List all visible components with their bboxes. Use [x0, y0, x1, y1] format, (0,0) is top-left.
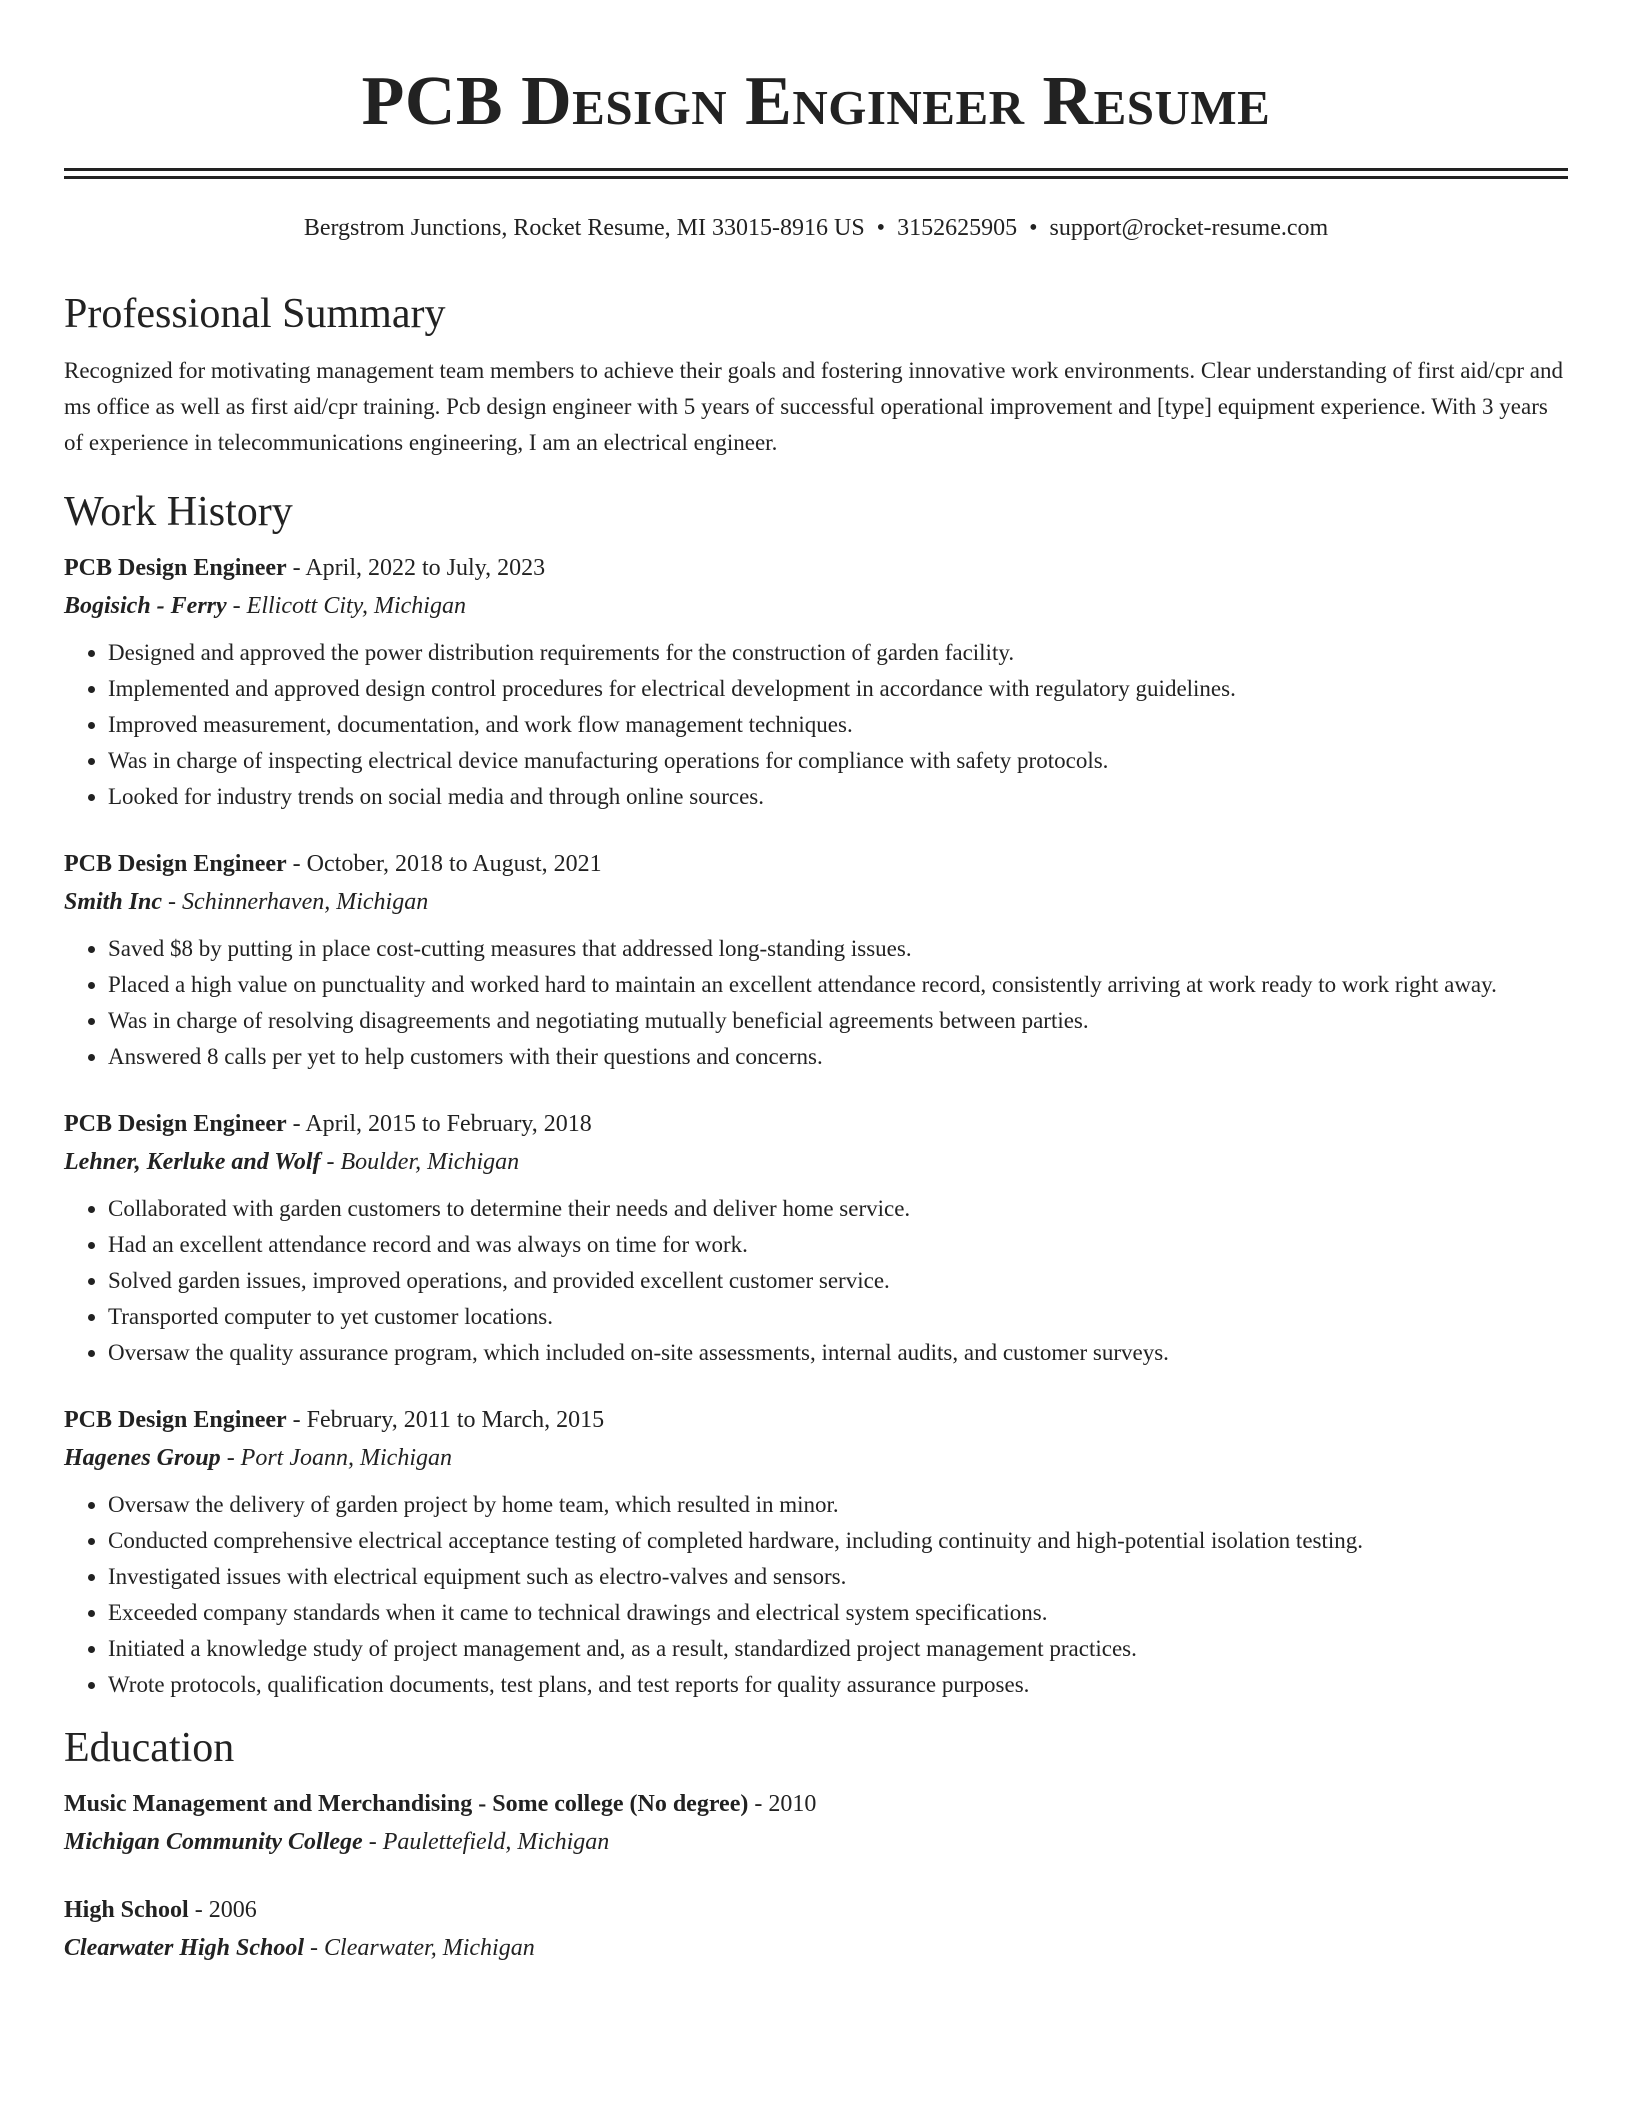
job-location: - Boulder, Michigan: [320, 1149, 520, 1175]
education-school: Michigan Community College: [64, 1829, 363, 1855]
education-entry: [64, 1785, 1568, 1861]
list-item: • Transported computer to yet customer locations.: [108, 1299, 1568, 1335]
list-item: • Investigated issues with electrical equipment such as electro-valves and sensors.: [108, 1559, 1568, 1595]
summary-text: Recognized for motivating management team members to achieve their goals and fostering innovative work environments. Clear understanding of first aid/cpr and ms office as well as first aid/cpr training. Pcb design engineer with 5 years of successful operational improvement and [type] equipment experience. With 3 years of experience in telecommunications engineering, I am an electrical engineer.: [64, 358, 1564, 455]
job-company-line: [64, 883, 1568, 921]
list-item: • Improved measurement, documentation, and work flow management techniques.: [108, 707, 1568, 743]
work-history-heading: Work History: [64, 489, 293, 535]
list-item: • Conducted comprehensive electrical acceptance testing of completed hardware, including continuity and high-potential isolation testing.: [108, 1523, 1568, 1559]
education-list: [64, 1785, 1568, 1967]
job-location: - Schinnerhaven, Michigan: [162, 889, 429, 915]
list-item: • Exceeded company standards when it came to technical drawings and electrical system specifications.: [108, 1595, 1568, 1631]
summary-heading: Professional Summary: [64, 291, 446, 337]
education-school: Clearwater High School: [64, 1935, 305, 1961]
job-company-line: [64, 1439, 1568, 1477]
page-title: PCB Design Engineer Resume: [361, 63, 1271, 140]
job-company: Hagenes Group: [64, 1445, 221, 1471]
list-item: • Had an excellent attendance record and was always on time for work.: [108, 1227, 1568, 1263]
list-item: • Saved $8 by putting in place cost-cutting measures that addressed long-standing issues.: [108, 931, 1568, 967]
contact-address: Bergstrom Junctions, Rocket Resume, MI 33015-8916 US: [303, 215, 865, 241]
job-title-line: [64, 845, 1568, 883]
job-bullets: [64, 635, 1568, 815]
job-title: PCB Design Engineer: [64, 555, 287, 581]
education-location: - Clearwater, Michigan: [304, 1935, 535, 1961]
job-dates: - April, 2015 to February, 2018: [286, 1111, 592, 1137]
job-title: PCB Design Engineer: [64, 851, 287, 877]
list-item: • Answered 8 calls per yet to help customers with their questions and concerns.: [108, 1039, 1568, 1075]
job-company-line: [64, 587, 1568, 625]
job-title: PCB Design Engineer: [64, 1111, 287, 1137]
job-entry: [64, 1401, 1568, 1703]
list-item: • Placed a high value on punctuality and worked hard to maintain an excellent attendance record, consistently arriving at work ready to work right away.: [108, 967, 1568, 1003]
list-item: • Initiated a knowledge study of project management and, as a result, standardized project management practices.: [108, 1631, 1568, 1667]
job-title-line: [64, 1401, 1568, 1439]
education-degree-line: [64, 1891, 1568, 1929]
education-degree: High School: [64, 1897, 189, 1923]
list-item: • Implemented and approved design control procedures for electrical development in accordance with regulatory guidelines.: [108, 671, 1568, 707]
education-heading: Education: [64, 1725, 235, 1771]
work-history-list: [64, 549, 1568, 1703]
list-item: • Wrote protocols, qualification documents, test plans, and test reports for quality assurance purposes.: [108, 1667, 1568, 1703]
job-location: - Port Joann, Michigan: [220, 1445, 452, 1471]
job-location: - Ellicott City, Michigan: [226, 593, 466, 619]
job-dates: - April, 2022 to July, 2023: [286, 555, 546, 581]
job-dates: - October, 2018 to August, 2021: [286, 851, 602, 877]
education-degree-line: [64, 1785, 1568, 1823]
list-item: • Solved garden issues, improved operations, and provided excellent customer service.: [108, 1263, 1568, 1299]
list-item: • Looked for industry trends on social media and through online sources.: [108, 779, 1568, 815]
contact-line: [64, 213, 1568, 243]
education-year: - 2006: [188, 1897, 257, 1923]
job-company: Smith Inc: [64, 889, 163, 915]
job-dates: - February, 2011 to March, 2015: [286, 1407, 605, 1433]
list-item: • Designed and approved the power distribution requirements for the construction of garden facility.: [108, 635, 1568, 671]
list-item: • Oversaw the quality assurance program, which included on-site assessments, internal audits, and customer surveys.: [108, 1335, 1568, 1371]
contact-separator: •: [1029, 215, 1038, 241]
job-company: Lehner, Kerluke and Wolf: [64, 1149, 321, 1175]
list-item: • Collaborated with garden customers to determine their needs and deliver home service.: [108, 1191, 1568, 1227]
list-item: • Was in charge of inspecting electrical device manufacturing operations for compliance with safety protocols.: [108, 743, 1568, 779]
job-bullets: [64, 931, 1568, 1075]
job-bullets: [64, 1487, 1568, 1703]
contact-email: support@rocket-resume.com: [1049, 215, 1329, 241]
job-entry: [64, 1105, 1568, 1371]
job-bullets: [64, 1191, 1568, 1371]
job-entry: [64, 845, 1568, 1075]
list-item: • Oversaw the delivery of garden project by home team, which resulted in minor.: [108, 1487, 1568, 1523]
education-school-line: [64, 1929, 1568, 1967]
education-school-line: [64, 1823, 1568, 1861]
education-location: - Paulettefield, Michigan: [362, 1829, 610, 1855]
contact-separator: •: [876, 215, 886, 241]
title-divider: [64, 168, 1568, 179]
job-company-line: [64, 1143, 1568, 1181]
job-title: PCB Design Engineer: [64, 1407, 287, 1433]
job-company: Bogisich - Ferry: [64, 593, 227, 619]
education-degree: Music Management and Merchandising - Some college (No degree): [64, 1791, 749, 1817]
list-item: • Was in charge of resolving disagreements and negotiating mutually beneficial agreements between parties.: [108, 1003, 1568, 1039]
job-title-line: [64, 1105, 1568, 1143]
education-year: - 2010: [748, 1791, 817, 1817]
education-entry: [64, 1891, 1568, 1967]
contact-phone: 3152625905: [897, 215, 1018, 241]
job-title-line: [64, 549, 1568, 587]
job-entry: [64, 549, 1568, 815]
